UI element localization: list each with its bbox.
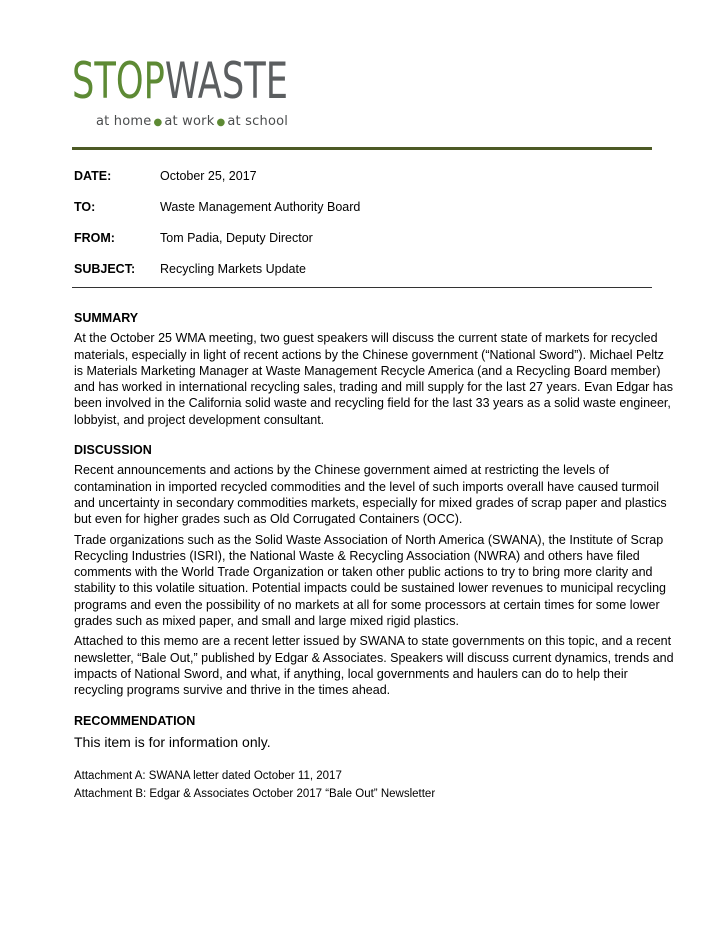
summary-paragraph: At the October 25 WMA meeting, two guest speakers will discuss the current state of markets for recycled materials, especially in light of recent actions by the Chinese government (“National Sword”). Michael Peltz is Materials Marketing Manager at Waste Management Recycle America (and a Recycling Board member) and has worked in international recycling sales, trading and mill supply for the last 27 years. Evan Edgar has been involved in the California solid waste and recycling field for the last 33 years as a solid waste engineer, lobbyist, and project development consultant. bbox=[74, 331, 673, 427]
subject-label: SUBJECT: bbox=[74, 262, 136, 276]
date-label: DATE: bbox=[74, 169, 112, 183]
from-label: FROM: bbox=[74, 231, 115, 245]
discussion-paragraph-3: Attached to this memo are a recent letter issued by SWANA to state governments on this topic, and a recent newsletter, “Bale Out,” published by Edgar & Associates. Speakers will discuss current dynamics, trends and impacts of National Sword, and what, if anything, local governments and haulers can do to help their recycling programs survive and thrive in the times ahead. bbox=[74, 634, 674, 698]
memo-divider bbox=[72, 287, 652, 288]
memo-body bbox=[74, 310, 674, 803]
tagline-work: at work bbox=[164, 114, 215, 129]
stopwaste-wordmark bbox=[70, 40, 340, 112]
tagline-home: at home bbox=[96, 114, 152, 129]
summary-heading: SUMMARY bbox=[74, 311, 139, 325]
discussion-paragraph-2: Trade organizations such as the Solid Waste Association of North America (SWANA), the Institute of Scrap Recycling Industries (ISRI), the National Waste & Recycling Association (NWRA) and others have filed comments with the World Trade Organization or taken other public actions to try to bring more clarity and stability to this volatile situation. Potential impacts could be sustained lower revenues to municipal recycling programs and even the possibility of no markets at all for some processors at certain times for some lower grades such as mixed paper, and small and large mixed rigid plastics. bbox=[74, 532, 666, 629]
from-value: Tom Padia, Deputy Director bbox=[160, 231, 313, 245]
svg-text:STOPWASTE: STOPWASTE bbox=[72, 52, 340, 110]
date-value: October 25, 2017 bbox=[160, 169, 257, 183]
discussion-heading: DISCUSSION bbox=[74, 443, 152, 458]
attachments-list bbox=[74, 767, 674, 803]
subject-value: Recycling Markets Update bbox=[160, 262, 306, 276]
recommendation-heading: RECOMMENDATION bbox=[74, 713, 196, 728]
recommendation-text: This item is for information only. bbox=[74, 733, 271, 750]
header-divider bbox=[72, 147, 652, 150]
tagline-school: at school bbox=[227, 114, 289, 129]
to-value: Waste Management Authority Board bbox=[160, 200, 361, 214]
stopwaste-logo bbox=[70, 40, 340, 132]
logo-tagline bbox=[96, 114, 288, 129]
to-label: TO: bbox=[74, 200, 96, 214]
discussion-paragraph-1: Recent announcements and actions by the Chinese government aimed at restricting the levels of contamination in imported recycled commodities and the level of such imports overall have caused turmoil and uncertainty in secondary commodities markets, especially for mixed grades of scrap paper and plastics but even for higher grades such as Old Corrugated Containers (OCC). bbox=[74, 463, 667, 527]
attachment-b: Attachment B: Edgar & Associates October 2017 “Bale Out” Newsletter bbox=[74, 787, 436, 800]
attachment-a: Attachment A: SWANA letter dated October 11, 2017 bbox=[74, 769, 342, 782]
tagline-dot: ● bbox=[216, 117, 226, 128]
tagline-dot: ● bbox=[153, 117, 163, 128]
